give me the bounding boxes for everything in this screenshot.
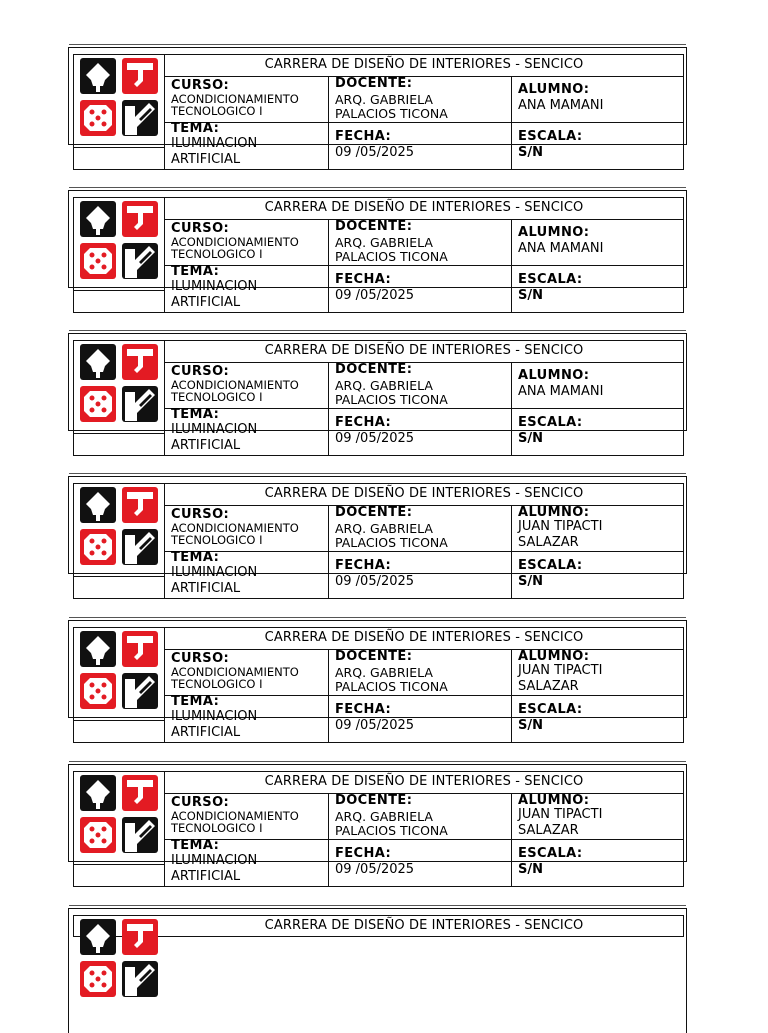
tema-value-line2: ARTIFICIAL [171, 581, 241, 596]
grid-line [511, 362, 512, 456]
tema-label: TEMA: [171, 838, 220, 853]
alumno-label: ALUMNO: [518, 649, 590, 664]
escala-label: ESCALA: [518, 415, 583, 430]
grid-line [164, 362, 684, 363]
fecha-label: FECHA: [335, 702, 392, 717]
curso-label: CURSO: [171, 221, 230, 236]
alumno-value-line2: SALAZAR [518, 679, 579, 694]
grid-line [73, 576, 164, 577]
grid-line [164, 76, 684, 77]
alumno-label: ALUMNO: [518, 793, 590, 808]
escala-label: ESCALA: [518, 702, 583, 717]
sencico-logo [79, 630, 159, 710]
title-block-card [0, 764, 768, 889]
grid-line [164, 408, 684, 409]
sencico-logo [79, 200, 159, 280]
tema-label: TEMA: [171, 264, 220, 279]
alumno-value-line1: JUAN TIPACTI [518, 519, 603, 534]
fecha-value: 09 /05/2025 [335, 718, 415, 733]
grid-line [164, 839, 684, 840]
card-title: CARRERA DE DISEÑO DE INTERIORES - SENCICO [264, 630, 584, 645]
alumno-value-line1: JUAN TIPACTI [518, 807, 603, 822]
docente-value-line2: PALACIOS TICONA [335, 535, 448, 550]
curso-value-line2: TECNOLOGICO I [171, 677, 263, 691]
grid-line [511, 219, 512, 313]
title-block-card [0, 333, 768, 458]
alumno-value-line1: ANA MAMANI [518, 384, 604, 399]
curso-value-line1: ACONDICIONAMIENTO [171, 378, 299, 392]
escala-label: ESCALA: [518, 272, 583, 287]
tema-value-line2: ARTIFICIAL [171, 295, 241, 310]
curso-value-line2: TECNOLOGICO I [171, 247, 263, 261]
grid-line [328, 76, 329, 170]
alumno-label: ALUMNO: [518, 368, 590, 383]
tema-value-line1: ILUMINACION [171, 422, 258, 437]
curso-value-line1: ACONDICIONAMIENTO [171, 521, 299, 535]
fecha-label: FECHA: [335, 415, 392, 430]
escala-value: S/N [518, 862, 543, 877]
curso-label: CURSO: [171, 364, 230, 379]
docente-value-line2: PALACIOS TICONA [335, 106, 448, 121]
sencico-logo [79, 486, 159, 566]
docente-value-line1: ARQ. GABRIELA [335, 809, 433, 824]
tema-value-line2: ARTIFICIAL [171, 438, 241, 453]
sencico-logo [79, 57, 159, 137]
curso-value-line2: TECNOLOGICO I [171, 390, 263, 404]
title-block-card [0, 620, 768, 745]
curso-value-line1: ACONDICIONAMIENTO [171, 809, 299, 823]
docente-value-line1: ARQ. GABRIELA [335, 235, 433, 250]
tema-label: TEMA: [171, 407, 220, 422]
curso-value-line1: ACONDICIONAMIENTO [171, 92, 299, 106]
grid-line [164, 505, 684, 506]
grid-line [164, 122, 684, 123]
grid-line [164, 695, 684, 696]
title-block-card-partial [0, 908, 768, 1024]
tema-label: TEMA: [171, 121, 220, 136]
tema-value-line1: ILUMINACION [171, 136, 258, 151]
grid-line [73, 720, 164, 721]
docente-label: DOCENTE: [335, 793, 413, 808]
fecha-label: FECHA: [335, 846, 392, 861]
curso-label: CURSO: [171, 651, 230, 666]
docente-value-line1: ARQ. GABRIELA [335, 665, 433, 680]
curso-label: CURSO: [171, 795, 230, 810]
docente-value-line1: ARQ. GABRIELA [335, 92, 433, 107]
curso-value-line1: ACONDICIONAMIENTO [171, 665, 299, 679]
grid-line [328, 793, 329, 887]
card-title: CARRERA DE DISEÑO DE INTERIORES - SENCICO [264, 57, 584, 72]
tema-value-line2: ARTIFICIAL [171, 869, 241, 884]
card-title: CARRERA DE DISEÑO DE INTERIORES - SENCICO [264, 343, 584, 358]
docente-value-line2: PALACIOS TICONA [335, 392, 448, 407]
alumno-value-line2: SALAZAR [518, 823, 579, 838]
alumno-value-line1: ANA MAMANI [518, 98, 604, 113]
grid-line [73, 147, 164, 148]
tema-value-line1: ILUMINACION [171, 565, 258, 580]
card-title: CARRERA DE DISEÑO DE INTERIORES - SENCICO [264, 200, 584, 215]
docente-value-line2: PALACIOS TICONA [335, 249, 448, 264]
escala-value: S/N [518, 288, 543, 303]
fecha-label: FECHA: [335, 129, 392, 144]
title-block-card [0, 190, 768, 315]
fecha-label: FECHA: [335, 272, 392, 287]
grid-line [164, 649, 684, 650]
grid-line [328, 649, 329, 743]
curso-value-line2: TECNOLOGICO I [171, 533, 263, 547]
escala-value: S/N [518, 574, 543, 589]
docente-label: DOCENTE: [335, 362, 413, 377]
grid-line [164, 219, 684, 220]
escala-label: ESCALA: [518, 846, 583, 861]
grid-line [328, 362, 329, 456]
escala-label: ESCALA: [518, 558, 583, 573]
grid-line [511, 505, 512, 599]
docente-value-line2: PALACIOS TICONA [335, 679, 448, 694]
alumno-label: ALUMNO: [518, 225, 590, 240]
curso-value-line2: TECNOLOGICO I [171, 104, 263, 118]
escala-label: ESCALA: [518, 129, 583, 144]
alumno-label: ALUMNO: [518, 82, 590, 97]
sencico-logo [79, 343, 159, 423]
tema-value-line2: ARTIFICIAL [171, 725, 241, 740]
grid-line [328, 219, 329, 313]
tema-label: TEMA: [171, 694, 220, 709]
curso-label: CURSO: [171, 78, 230, 93]
escala-value: S/N [518, 145, 543, 160]
docente-label: DOCENTE: [335, 505, 413, 520]
docente-label: DOCENTE: [335, 649, 413, 664]
alumno-value-line1: JUAN TIPACTI [518, 663, 603, 678]
tema-value-line1: ILUMINACION [171, 709, 258, 724]
grid-line [73, 290, 164, 291]
tema-label: TEMA: [171, 550, 220, 565]
grid-line [164, 551, 684, 552]
docente-value-line1: ARQ. GABRIELA [335, 378, 433, 393]
grid-line [73, 864, 164, 865]
curso-value-line2: TECNOLOGICO I [171, 821, 263, 835]
fecha-value: 09 /05/2025 [335, 574, 415, 589]
curso-value-line1: ACONDICIONAMIENTO [171, 235, 299, 249]
title-block-card [0, 476, 768, 601]
grid-line [511, 76, 512, 170]
sencico-logo [79, 918, 159, 998]
grid-line [164, 265, 684, 266]
escala-value: S/N [518, 718, 543, 733]
curso-label: CURSO: [171, 507, 230, 522]
card-title: CARRERA DE DISEÑO DE INTERIORES - SENCICO [264, 774, 584, 789]
alumno-label: ALUMNO: [518, 505, 590, 520]
grid-line [73, 433, 164, 434]
tema-value-line1: ILUMINACION [171, 279, 258, 294]
escala-value: S/N [518, 431, 543, 446]
docente-value-line2: PALACIOS TICONA [335, 823, 448, 838]
grid-line [328, 505, 329, 599]
docente-label: DOCENTE: [335, 219, 413, 234]
grid-line [164, 793, 684, 794]
grid-line [511, 793, 512, 887]
tema-value-line2: ARTIFICIAL [171, 152, 241, 167]
docente-label: DOCENTE: [335, 76, 413, 91]
title-block-card [0, 47, 768, 172]
fecha-label: FECHA: [335, 558, 392, 573]
fecha-value: 09 /05/2025 [335, 288, 415, 303]
alumno-value-line2: SALAZAR [518, 535, 579, 550]
card-title: CARRERA DE DISEÑO DE INTERIORES - SENCICO [264, 486, 584, 501]
docente-value-line1: ARQ. GABRIELA [335, 521, 433, 536]
fecha-value: 09 /05/2025 [335, 431, 415, 446]
alumno-value-line1: ANA MAMANI [518, 241, 604, 256]
tema-value-line1: ILUMINACION [171, 853, 258, 868]
fecha-value: 09 /05/2025 [335, 145, 415, 160]
grid-line [511, 649, 512, 743]
card-title: CARRERA DE DISEÑO DE INTERIORES - SENCICO [264, 918, 584, 933]
fecha-value: 09 /05/2025 [335, 862, 415, 877]
sencico-logo [79, 774, 159, 854]
